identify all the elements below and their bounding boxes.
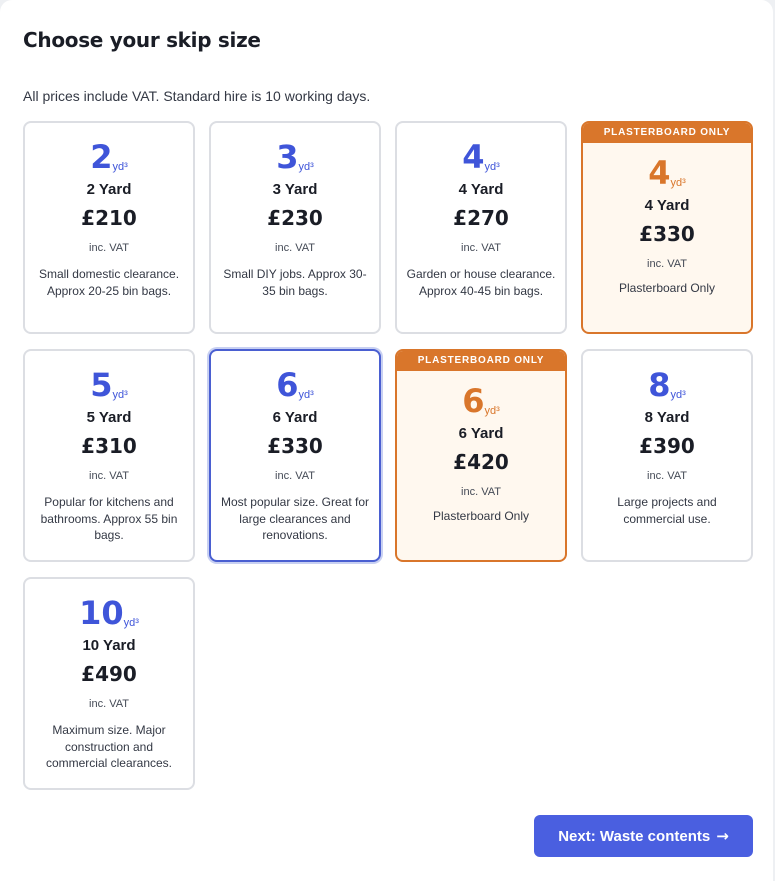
skip-size	[583, 155, 751, 191]
skip-size	[397, 383, 565, 419]
skip-description: Large projects and commercial use.	[617, 495, 717, 526]
plasterboard-only-badge: PLASTERBOARD ONLY	[397, 351, 565, 371]
skip-size-unit: yd³	[484, 161, 500, 173]
skip-card-4-yard[interactable]	[395, 121, 567, 334]
skip-price: £390	[639, 434, 695, 458]
page-subtitle: All prices include VAT. Standard hire is 10 working days.	[23, 88, 371, 104]
skip-card-8-yard[interactable]	[581, 349, 753, 562]
skip-yard-label: 3 Yard	[272, 181, 318, 198]
skip-size-unit: yd³	[484, 405, 500, 417]
plasterboard-only-badge: PLASTERBOARD ONLY	[583, 123, 751, 143]
skip-price: £230	[267, 206, 323, 230]
skip-price: £330	[267, 434, 323, 458]
skip-card-3-yard[interactable]	[209, 121, 381, 334]
skip-description: Plasterboard Only	[618, 281, 716, 295]
skip-size-number: 6	[462, 382, 485, 420]
vat-note: inc. VAT	[647, 258, 687, 270]
skip-size	[583, 367, 751, 403]
skip-size-unit: yd³	[298, 161, 314, 173]
skip-price: £490	[81, 662, 137, 686]
skip-yard-label: 5 Yard	[86, 409, 132, 426]
skip-size	[25, 367, 193, 403]
skip-description: Small DIY jobs. Approx 30-35 bin bags.	[223, 267, 367, 298]
skip-description: Garden or house clearance. Approx 40-45 bin bags.	[406, 267, 556, 298]
skip-size-number: 8	[648, 366, 671, 404]
skip-size-unit: yd³	[670, 389, 686, 401]
skip-size-number: 4	[648, 154, 671, 192]
skip-description: Most popular size. Great for large clearances and renovations.	[220, 495, 370, 542]
skip-price: £210	[81, 206, 137, 230]
skip-size-number: 10	[79, 594, 124, 632]
skip-size	[397, 139, 565, 175]
vat-note: inc. VAT	[89, 242, 129, 254]
skip-yard-label: 6 Yard	[272, 409, 318, 426]
skip-card-4-yard-plasterboard[interactable]	[581, 121, 753, 334]
skip-price: £420	[453, 450, 509, 474]
skip-card-6-yard[interactable]	[209, 349, 381, 562]
skip-yard-label: 8 Yard	[644, 409, 690, 426]
arrow-right-icon: →	[716, 827, 729, 845]
vat-note: inc. VAT	[89, 698, 129, 710]
skip-size-unit: yd³	[112, 389, 128, 401]
next-waste-contents-button[interactable]	[534, 815, 753, 857]
skip-card-5-yard[interactable]	[23, 349, 195, 562]
skip-size-number: 2	[90, 138, 113, 176]
skip-size	[211, 139, 379, 175]
skip-card-6-yard-plasterboard[interactable]	[395, 349, 567, 562]
skip-size-unit: yd³	[123, 617, 139, 629]
skip-size-unit: yd³	[298, 389, 314, 401]
skip-description: Small domestic clearance. Approx 20-25 bin bags.	[38, 267, 180, 298]
skip-size-unit: yd³	[670, 177, 686, 189]
skip-yard-label: 10 Yard	[82, 637, 136, 654]
skip-description: Popular for kitchens and bathrooms. Approx 55 bin bags.	[40, 495, 178, 542]
next-button-label: Next: Waste contents	[558, 827, 711, 845]
skip-yard-label: 6 Yard	[458, 425, 504, 442]
vat-note: inc. VAT	[275, 470, 315, 482]
skip-yard-label: 4 Yard	[458, 181, 504, 198]
skip-size-unit: yd³	[112, 161, 128, 173]
vat-note: inc. VAT	[461, 242, 501, 254]
skip-size-number: 6	[276, 366, 299, 404]
skip-grid	[23, 121, 753, 790]
skip-yard-label: 2 Yard	[86, 181, 132, 198]
skip-size	[25, 139, 193, 175]
skip-size-number: 4	[462, 138, 485, 176]
skip-size-number: 3	[276, 138, 299, 176]
skip-card-10-yard[interactable]	[23, 577, 195, 790]
skip-description: Maximum size. Major construction and commercial clearances.	[45, 723, 173, 770]
skip-size	[25, 595, 193, 631]
vat-note: inc. VAT	[275, 242, 315, 254]
skip-price: £270	[453, 206, 509, 230]
skip-yard-label: 4 Yard	[644, 197, 690, 214]
vat-note: inc. VAT	[647, 470, 687, 482]
skip-price: £310	[81, 434, 137, 458]
vat-note: inc. VAT	[461, 486, 501, 498]
vat-note: inc. VAT	[89, 470, 129, 482]
skip-description: Plasterboard Only	[432, 509, 530, 523]
skip-size-number: 5	[90, 366, 113, 404]
skip-price: £330	[639, 222, 695, 246]
skip-size	[211, 367, 379, 403]
skip-card-2-yard[interactable]	[23, 121, 195, 334]
page-title: Choose your skip size	[23, 28, 261, 52]
